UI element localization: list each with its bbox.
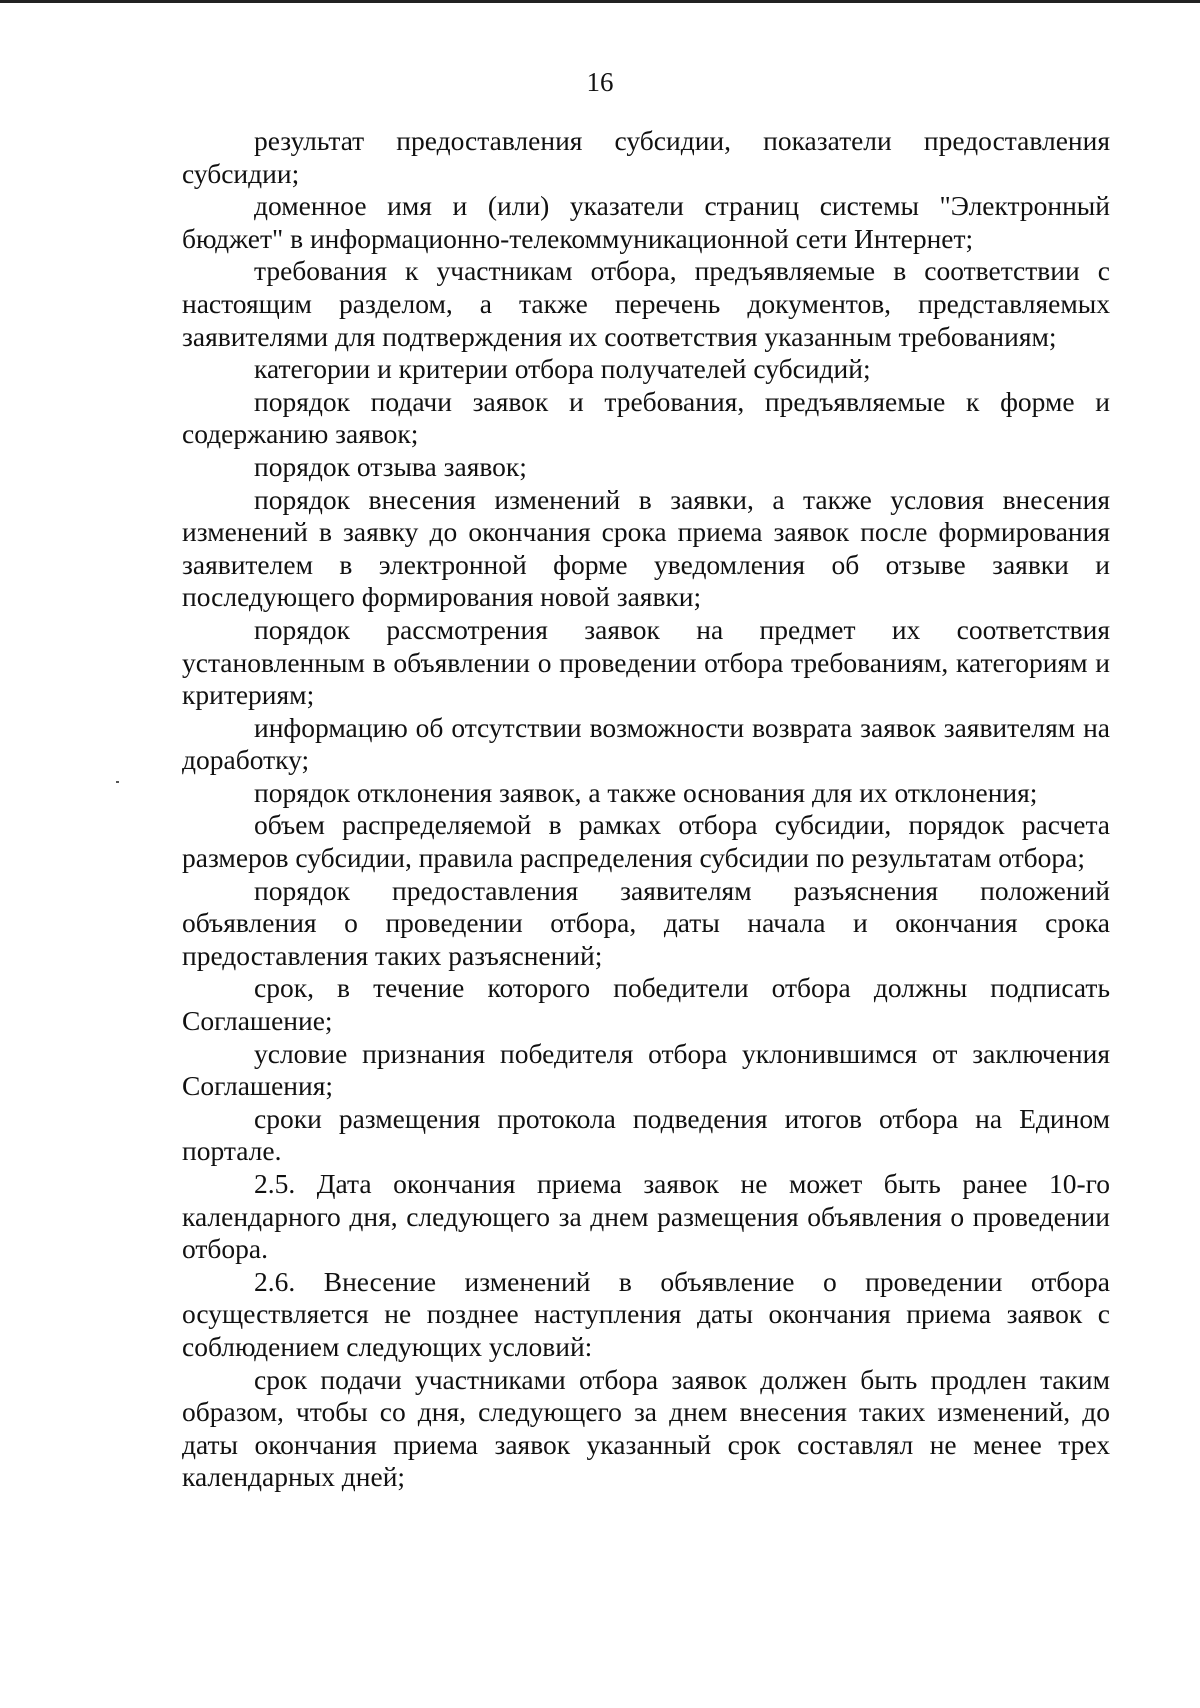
- paragraph: объем распределяемой в рамках отбора субсидии, порядок расчета размеров субсидии, правила распределения субсидии по результатам отбора;: [182, 809, 1110, 874]
- paragraph: срок, в течение которого победители отбора должны подписать Соглашение;: [182, 972, 1110, 1037]
- paragraph: порядок рассмотрения заявок на предмет их соответствия установленным в объявлении о проведении отбора требованиям, категориям и критериям;: [182, 613, 1110, 711]
- paragraph: порядок предоставления заявителям разъяснения положений объявления о проведении отбора, даты начала и окончания срока предоставления таких разъяснений;: [182, 874, 1110, 971]
- document-body: [182, 125, 1110, 1494]
- paragraph: порядок внесения изменений в заявки, а также условия внесения изменений в заявку до окончания срока приема заявок после формирования заявителем в электронной форме уведомления об отзыве заявки и последующего формирования новой заявки;: [182, 483, 1110, 613]
- paragraph: доменное имя и (или) указатели страниц системы "Электронный бюджет" в информационно-телекоммуникационной сети Интернет;: [182, 190, 1110, 254]
- paragraph: результат предоставления субсидии, показатели предоставления субсидии;: [182, 125, 1110, 189]
- paragraph: порядок подачи заявок и требования, предъявляемые к форме и содержанию заявок;: [182, 385, 1110, 450]
- paragraph: срок подачи участниками отбора заявок должен быть продлен таким образом, чтобы со дня, следующего за днем внесения таких изменений, до даты окончания приема заявок указанный срок составлял не менее трех календарных дней;: [182, 1363, 1110, 1493]
- scan-speck: [116, 781, 119, 783]
- page-number: 16: [586, 67, 614, 97]
- paragraph: порядок отзыва заявок;: [254, 450, 527, 482]
- paragraph: условие признания победителя отбора уклонившимся от заключения Соглашения;: [182, 1037, 1110, 1102]
- paragraph-section-2-6: 2.6. Внесение изменений в объявление о проведении отбора осуществляется не позднее наступления даты окончания приема заявок с соблюдением следующих условий:: [182, 1265, 1110, 1362]
- paragraph: категории и критерии отбора получателей субсидий;: [254, 353, 871, 385]
- paragraph: порядок отклонения заявок, а также основания для их отклонения;: [254, 776, 1038, 808]
- paragraph: сроки размещения протокола подведения итогов отбора на Едином портале.: [182, 1102, 1110, 1167]
- paragraph: информацию об отсутствии возможности возврата заявок заявителям на доработку;: [182, 711, 1110, 776]
- paragraph-section-2-5: 2.5. Дата окончания приема заявок не может быть ранее 10-го календарного дня, следующего за днем размещения объявления о проведении отбора.: [182, 1168, 1110, 1265]
- paragraph: требования к участникам отбора, предъявляемые в соответствии с настоящим разделом, а также перечень документов, представляемых заявителями для подтверждения их соответствия указанным требованиям;: [182, 255, 1110, 352]
